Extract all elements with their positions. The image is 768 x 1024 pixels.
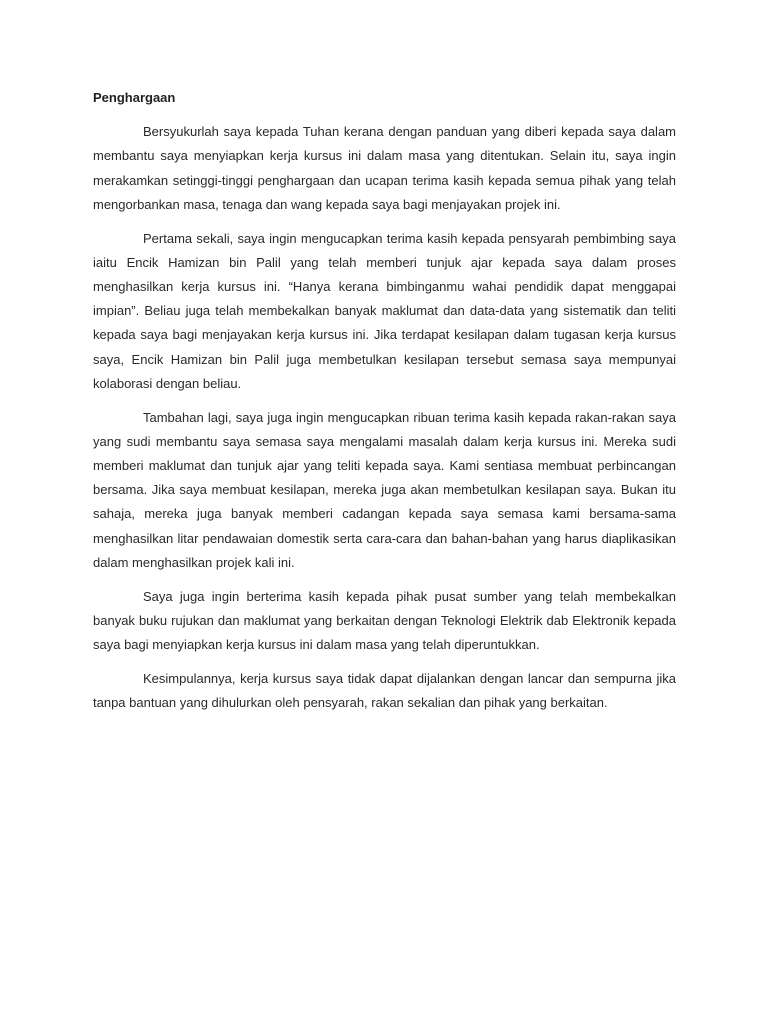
- paragraph-2: Pertama sekali, saya ingin mengucapkan terima kasih kepada pensyarah pembimbing saya iaitu Encik Hamizan bin Palil yang telah memberi tunjuk ajar kepada saya dalam proses menghasilkan kerja kursus ini. “Hanya kerana bimbinganmu wahai pendidik dapat menggapai impian”. Beliau juga telah membekalkan banyak maklumat dan data-data yang sistematik dan teliti kepada saya bagi menjayakan kerja kursus ini. Jika terdapat kesilapan dalam tugasan kerja kursus saya, Encik Hamizan bin Palil juga membetulkan kesilapan tersebut semasa saya mempunyai kolaborasi dengan beliau.: [93, 230, 676, 391]
- paragraph-1: Bersyukurlah saya kepada Tuhan kerana dengan panduan yang diberi kepada saya dalam membantu saya menyiapkan kerja kursus ini dalam masa yang ditentukan. Selain itu, saya ingin merakamkan setinggi-tinggi penghargaan dan ucapan terima kasih kepada semua pihak yang telah mengorbankan masa, tenaga dan wang kepada saya bagi menjayakan projek ini.: [93, 124, 676, 212]
- paragraph-3: Tambahan lagi, saya juga ingin mengucapkan ribuan terima kasih kepada rakan-rakan saya yang sudi membantu saya semasa saya mengalami masalah dalam kerja kursus ini. Mereka sudi memberi maklumat dan tunjuk ajar yang teliti kepada saya. Kami sentiasa membuat perbincangan bersama. Jika saya membuat kesilapan, mereka juga akan membetulkan kesilapan saya. Bukan itu sahaja, mereka juga banyak memberi cadangan kepada saya semasa kami bersama-sama menghasilkan litar pendawaian domestik serta cara-cara dan bahan-bahan yang harus diaplikasikan dalam menghasilkan projek kali ini.: [93, 409, 676, 570]
- document-body: [93, 86, 676, 725]
- paragraph-4: Saya juga ingin berterima kasih kepada pihak pusat sumber yang telah membekalkan banyak buku rujukan dan maklumat yang berkaitan dengan Teknologi Elektrik dab Elektronik kepada saya bagi menyiapkan kerja kursus ini dalam masa yang telah diperuntukkan.: [93, 588, 676, 653]
- paragraph-5: Kesimpulannya, kerja kursus saya tidak dapat dijalankan dengan lancar dan sempurna jika tanpa bantuan yang dihulurkan oleh pensyarah, rakan sekalian dan pihak yang berkaitan.: [93, 670, 676, 711]
- page-title: Penghargaan: [93, 90, 176, 105]
